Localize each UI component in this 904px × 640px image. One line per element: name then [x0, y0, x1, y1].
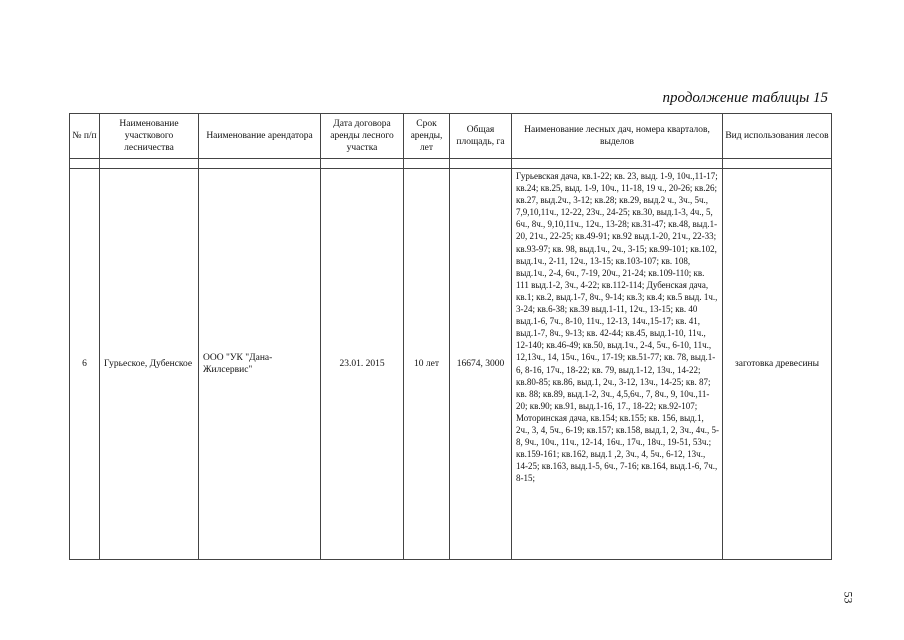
header-date: Дата договора аренды лесного участка [321, 114, 404, 159]
header-use: Вид использования лесов [723, 114, 832, 159]
spacer-row [70, 159, 832, 169]
lease-table [69, 113, 832, 560]
header-term: Срок аренды, лет [404, 114, 450, 159]
cell-objects: Гурьевская дача, кв.1-22; кв. 23, выд. 1-9, 10ч.,11-17; кв.24; кв.25, выд. 1-9, 10ч., 11-18, 19 ч., 20-26; кв.26; кв.27, выд.2ч., 3-12; кв.28; кв.29, выд.2 ч., 3ч., 5ч., 7,9,10,11ч., 12-22, 23ч., 24-25; кв.30, выд.1-3, 4ч., 5, 6ч., 8ч., 9,10,11ч., 12ч., 13-28; кв.31-47; кв.48, выд.1-20, 21ч., 22-25; кв.49-91; кв.92 выд.1-20, 21ч., 22-33; кв.93-97; кв. 98, выд.1ч., 2ч., 3-15; кв.99-101; кв.102, выд.1ч., 2-11, 12ч., 13-15; кв.103-107; кв. 108, выд.1ч., 2-4, 6ч., 7-19, 20ч., 21-24; кв.109-110; кв. 111 выд.1-2, 3ч., 4-22; кв.112-114; Дубенская дача, кв.1; кв.2, выд.1-7, 8ч., 9-14; кв.3; кв.4; кв.5 выд. 1ч., 3-24; кв.6-38; кв.39 выд.1-11, 12ч., 13-15; кв. 40 выд.1-6, 7ч., 8-10, 11ч., 12-13, 14ч.,15-17; кв. 41, выд.1-7, 8ч., 9-13; кв. 42-44; кв.45, выд.1-10, 11ч., 12-140; кв.46-49; кв.50, выд.1ч., 2-4, 5ч., 6-10, 11ч., 12,13ч., 14, 15ч., 16ч., 17-19; кв.51-77; кв. 78, выд.1-6, 8-16, 17ч., 18-22; кв. 79, выд.1-12, 13ч., 14-22; кв.80-85; кв.86, выд.1, 2ч., 3-12, 13ч., 14-25; кв. 87; кв. 88; кв.89, выд.1-2, 3ч., 4,5,6ч., 7, 8ч., 9, 10ч.,11-20; кв.90; кв.91, выд.1-16, 17., 18-22; кв.92-107; Моторинская дача, кв.154; кв.155; кв. 156, выд.1, 2ч., 3, 4, 5ч., 6-19; кв.157; кв.158, выд.1, 2, 3ч., 4ч., 5-8, 9ч., 10ч., 11ч., 12-14, 16ч., 17ч., 18ч., 19-51, 53ч.; кв.159-161; кв.162, выд.1 ,2, 3ч., 4, 5ч., 6-12, 13ч., 14-25; кв.163, выд.1-5, 6ч., 7-16; кв.164, выд.1-6, 7ч., 8-15; [512, 169, 723, 560]
cell-forestry: Гурьеское, Дубенское [100, 169, 199, 560]
cell-date: 23.01. 2015 [321, 169, 404, 560]
table-row [70, 169, 832, 560]
cell-term: 10 лет [404, 169, 450, 560]
header-tenant: Наименование арендатора [199, 114, 321, 159]
cell-tenant: ООО "УК "Дана-Жилсервис" [199, 169, 321, 560]
table-caption: продолжение таблицы 15 [662, 90, 828, 106]
cell-num: 6 [70, 169, 100, 560]
cell-use: заготовка древесины [723, 169, 832, 560]
header-objects: Наименование лесных дач, номера кварталов, выделов [512, 114, 723, 159]
page-number: 53 [841, 591, 856, 604]
header-row [70, 114, 832, 159]
header-area: Общая площадь, га [450, 114, 512, 159]
header-num: № п/п [70, 114, 100, 159]
cell-area: 16674, 3000 [450, 169, 512, 560]
header-forestry: Наименование участкового лесничества [100, 114, 199, 159]
